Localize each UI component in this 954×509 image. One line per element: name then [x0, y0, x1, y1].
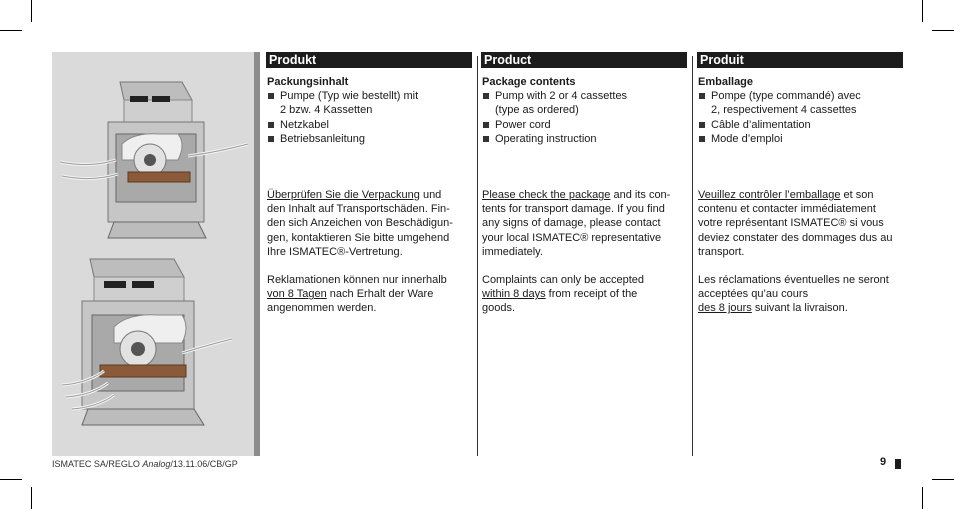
complaint-paragraph: Reklamationen können nur innerhalb von 8 Tagen nach Erhalt der Ware angenommen werden.	[267, 274, 447, 315]
column-french	[697, 52, 903, 456]
check-link-text: Veuillez contrôler l’emballage	[698, 189, 841, 202]
complaint-deadline: within 8 days	[482, 288, 546, 301]
crop-mark	[932, 479, 954, 480]
column-body	[266, 68, 472, 316]
column-header: Produit	[697, 52, 903, 68]
page-number: 9	[880, 456, 887, 468]
pump-illustrations	[52, 52, 254, 456]
crop-mark	[0, 30, 22, 31]
document-footer: ISMATEC SA/REGLO Analog/13.11.06/CB/GP	[52, 459, 238, 469]
contents-title: Packungsinhalt	[267, 76, 349, 88]
list-item: Pump with 2 or 4 cassettes (type as ordered)	[482, 89, 687, 117]
list-item: Betriebsanleitung	[267, 132, 472, 146]
column-english	[481, 52, 687, 456]
column-divider	[477, 56, 478, 456]
crop-mark	[31, 0, 32, 22]
check-link-text: Please check the package	[482, 189, 611, 202]
page-marker	[895, 459, 901, 469]
list-item: Netzkabel	[267, 118, 472, 132]
column-german	[266, 52, 472, 456]
contents-title: Emballage	[698, 76, 754, 88]
contents-title: Package contents	[482, 76, 576, 88]
check-paragraph: Please check the package and its con- tents for transport damage. If you find any signs of damage, please contact your local ISMATEC® representative immediately.	[482, 189, 671, 258]
check-paragraph: Veuillez contrôler l’emballage et son contenu et contacter immédiatement votre représentant ISMATEC® si vous deviez constater des dommages dus au transport.	[698, 189, 893, 258]
crop-mark	[922, 487, 923, 509]
crop-mark	[0, 479, 22, 480]
column-divider	[692, 56, 693, 456]
column-header: Product	[481, 52, 687, 68]
pump-2-cassette-icon	[60, 82, 248, 238]
column-body	[697, 68, 903, 316]
check-link-text: Überprüfen Sie die Verpackung	[267, 189, 420, 202]
list-item: Power cord	[482, 118, 687, 132]
list-item: Câble d’alimentation	[698, 118, 903, 132]
list-item: Pompe (type commandé) avec 2, respectivement 4 cassettes	[698, 89, 903, 117]
pump-4-cassette-icon	[62, 259, 232, 425]
crop-mark	[31, 487, 32, 509]
complaint-deadline: von 8 Tagen	[267, 288, 327, 301]
list-item: Mode d’emploi	[698, 132, 903, 146]
product-image-panel	[52, 52, 260, 456]
complaint-deadline: des 8 jours	[698, 302, 752, 315]
complaint-paragraph: Complaints can only be accepted within 8 days from receipt of the goods.	[482, 274, 645, 315]
crop-mark	[932, 30, 954, 31]
list-item: Operating instruction	[482, 132, 687, 146]
column-header: Produkt	[266, 52, 472, 68]
crop-mark	[922, 0, 923, 22]
list-item: Pumpe (Typ wie bestellt) mit 2 bzw. 4 Kassetten	[267, 89, 472, 117]
complaint-paragraph: Les réclamations éventuelles ne seront acceptées qu’au cours des 8 jours suivant la livraison.	[698, 274, 889, 315]
column-body	[481, 68, 687, 316]
check-paragraph: Überprüfen Sie die Verpackung und den Inhalt auf Transportschäden. Fin- den sich Anzeichen von Beschädigun- gen, kontaktieren Sie bitte umgehend Ihre ISMATEC®-Vertretung.	[267, 189, 453, 258]
